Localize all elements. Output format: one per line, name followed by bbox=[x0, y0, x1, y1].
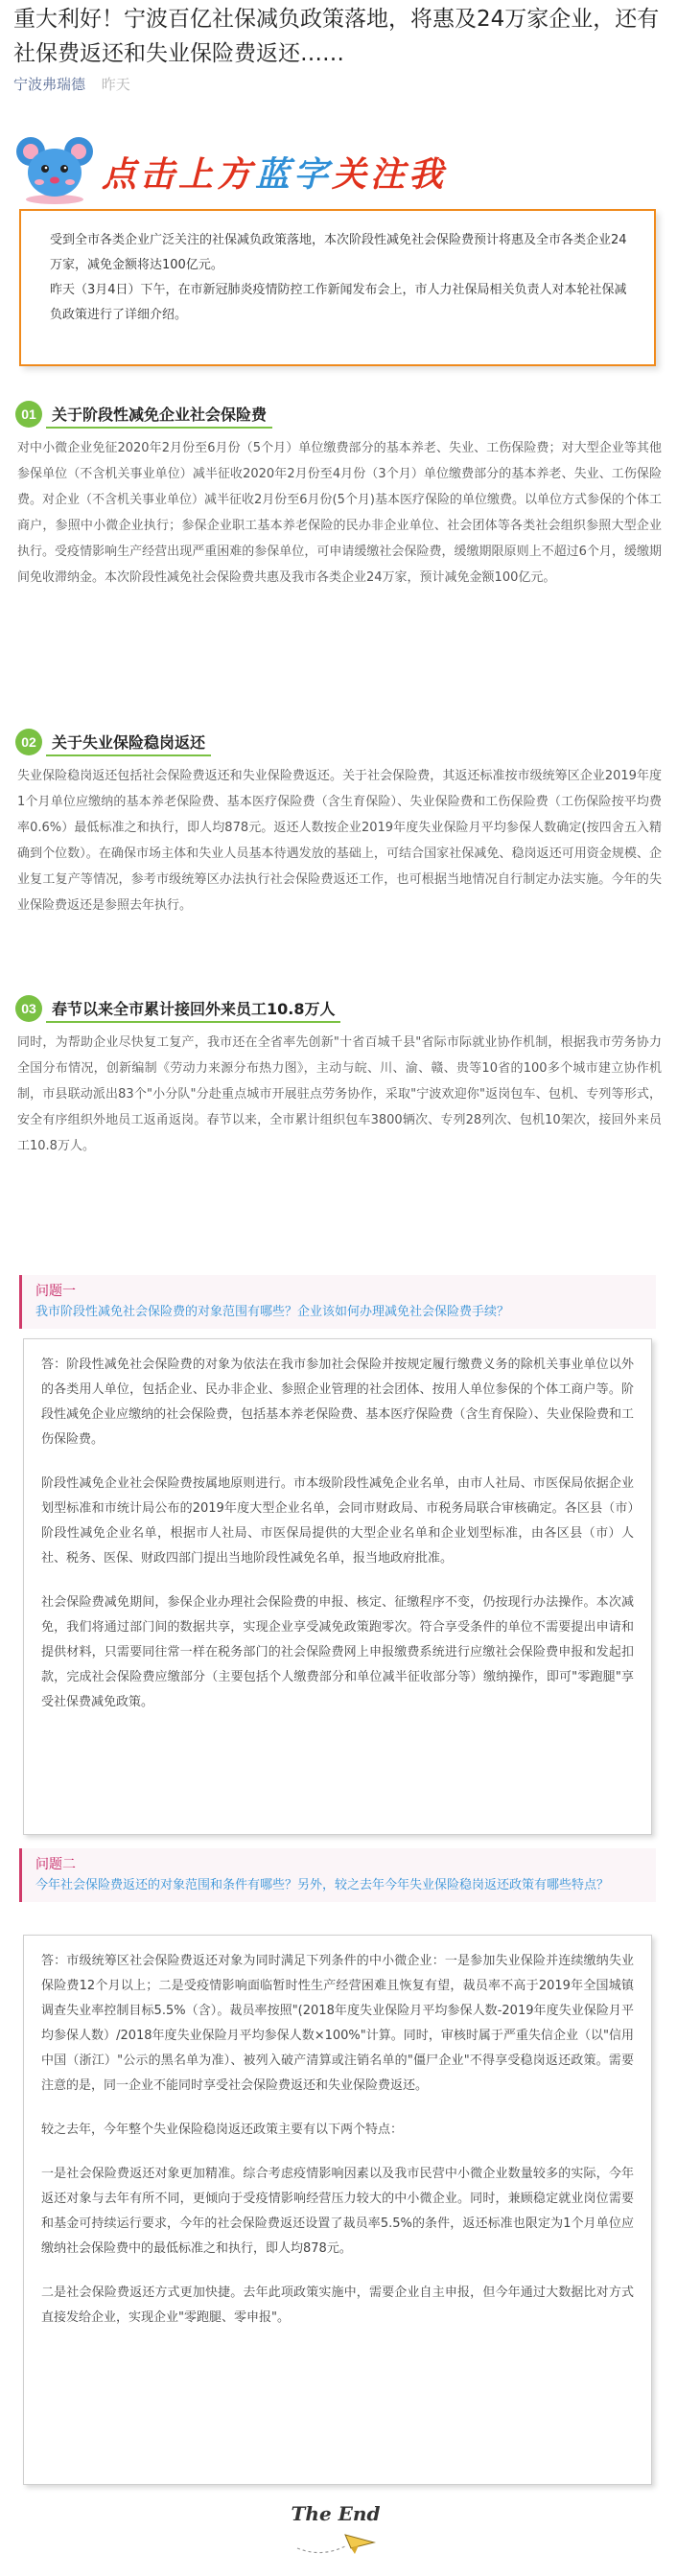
banner-text-part1: 点击上方 bbox=[102, 154, 256, 195]
section-number-badge: 03 bbox=[15, 995, 42, 1022]
section-title: 关于失业保险稳岗返还 bbox=[46, 729, 211, 756]
answer-paragraph: 一是社会保险费返还对象更加精准。综合考虑疫情影响因素以及我市民营中小微企业数量较多的实际，今年返还对象与去年有所不同，更倾向于受疫情影响经营压力较大的中小微企业。同时，兼顾稳定就业岗位需要和基金可持续运行要求，今年的社会保险费返还设置了裁员率5.5%的条件，返还标准也限定为1个月单位应缴纳社会保险费中的最低标准之和执行，即人均878元。 bbox=[41, 2167, 634, 2256]
intro-paragraph-1: 受到全市各类企业广泛关注的社保减负政策落地，本次阶段性减免社会保险费预计将惠及全市各类企业24万家，减免金额将达100亿元。 bbox=[50, 233, 627, 272]
question-label: 问题一 bbox=[35, 1284, 76, 1299]
section-title: 春节以来全市累计接回外来员工10.8万人 bbox=[46, 995, 340, 1023]
follow-banner-text bbox=[102, 148, 447, 197]
answer-box-2 bbox=[23, 1935, 652, 2485]
section-heading-1 bbox=[15, 399, 272, 429]
article-meta bbox=[13, 75, 130, 94]
section-3-body: 同时，为帮助企业尽快复工复产，我市还在全省率先创新"十省百城千县"省际市际就业协作机制，根据我市劳务协力全国分布情况，创新编制《劳动力来源分布热力图》，主动与皖、川、渝、赣、贵等10省的100多个城市建立协作机制，市县联动派出83个"小分队"分赴重点城市开展驻点劳务协作，采取"宁波欢迎你"返岗包车、包机、专列等形式，安全有序组织外地员工返甬返岗。春节以来，全市累计组织包车3800辆次、专列28列次、包机10架次，接回外来员工10.8万人。 bbox=[17, 1035, 662, 1153]
answer-paragraph: 阶段性减免企业社会保险费按属地原则进行。市本级阶段性减免企业名单，由市人社局、市医保局依据企业划型标准和市统计局公布的2019年度大型企业名单，会同市财政局、市税务局联合审核确定。各区县（市）阶段性减免企业名单，根据市人社局、市医保局提供的大型企业名单和企业划型标准，由各区县（市）人社、税务、医保、财政四部门提出当地阶段性减免名单，报当地政府批准。 bbox=[41, 1476, 634, 1566]
question-box-2 bbox=[19, 1848, 656, 1902]
section-1-body: 对中小微企业免征2020年2月份至6月份（5个月）单位缴费部分的基本养老、失业、工伤保险费；对大型企业等其他参保单位（不含机关事业单位）减半征收2020年2月份至4月份（3个月）单位缴费部分的基本养老、失业、工伤保险费。对企业（不含机关事业单位）减半征收2月份至6月份(5个月)基本医疗保险的单位缴费。以单位方式参保的个体工商户，参照中小微企业执行；参保企业职工基本养老保险的民办非企业单位、社会团体等各类社会组织参照大型企业执行。受疫情影响生产经营出现严重困难的参保单位，可申请缓缴社会保险费，缓缴期限原则上不超过6个月，缓缴期间免收滞纳金。本次阶段性减免社会保险费共惠及我市各类企业24万家，预计减免金额100亿元。 bbox=[17, 441, 662, 585]
section-heading-3 bbox=[15, 993, 340, 1024]
question-label: 问题二 bbox=[35, 1857, 76, 1872]
publish-date: 昨天 bbox=[101, 76, 130, 93]
paper-plane-icon bbox=[278, 2525, 393, 2560]
answer-paragraph: 答：阶段性减免社会保险费的对象为依法在我市参加社会保险并按规定履行缴费义务的除机关事业单位以外的各类用人单位，包括企业、民办非企业、参照企业管理的社会团体、按用人单位参保的个体工商户等。阶段性减免企业应缴纳的社会保险费，包括基本养老保险费、基本医疗保险费（含生育保险）、失业保险费和工伤保险费。 bbox=[41, 1358, 634, 1447]
end-text: The End bbox=[291, 2502, 381, 2525]
question-text: 我市阶段性减免社会保险费的对象范围有哪些？企业该如何办理减免社会保险费手续？ bbox=[35, 1305, 510, 1319]
intro-summary-box bbox=[19, 209, 656, 366]
section-number-badge: 02 bbox=[15, 729, 42, 755]
answer-paragraph: 较之去年，今年整个失业保险稳岗返还政策主要有以下两个特点： bbox=[41, 2123, 404, 2137]
section-number-badge: 01 bbox=[15, 401, 42, 428]
author-link[interactable]: 宁波弗瑞德 bbox=[13, 76, 86, 93]
answer-box-1 bbox=[23, 1338, 652, 1835]
question-text: 今年社会保险费返还的对象范围和条件有哪些？另外，较之去年今年失业保险稳岗返还政策有哪些特点？ bbox=[35, 1878, 610, 1892]
article-end-mark bbox=[240, 2502, 432, 2569]
answer-paragraph: 社会保险费减免期间，参保企业办理社会保险费的申报、核定、征缴程序不变，仍按现行办法操作。本次减免，我们将通过部门间的数据共享，实现企业享受减免政策跑零次。符合享受条件的单位不需要提出申请和提供材料，只需要同往常一样在税务部门的社会保险费网上申报缴费系统进行应缴社会保险费申报和发起扣款，完成社会保险费应缴部分（主要包括个人缴费部分和单位减半征收部分等）缴纳操作，即可"零跑腿"享受社保费减免政策。 bbox=[41, 1595, 634, 1709]
section-2-body: 失业保险稳岗返还包括社会保险费返还和失业保险费返还。关于社会保险费，其返还标准按市级统筹区企业2019年度1个月单位应缴纳的基本养老保险费、基本医疗保险费（含生育保险）、失业保险费和工伤保险费（工伤保险按平均费率0.6%）最低标准之和执行，即人均878元。返还人数按企业2019年度失业保险月平均参保人数确定(按四舍五入精确到个位数）。在确保市场主体和失业人员基本待遇发放的基础上，可结合国家社保减免、稳岗返还可用资金规模、企业复工复产等情况，参考市级统筹区办法执行社会保险费返还工作，也可根据当地情况自行制定办法实施。今年的失业保险费返还是参照去年执行。 bbox=[17, 769, 662, 913]
intro-paragraph-2: 昨天（3月4日）下午，在市新冠肺炎疫情防控工作新闻发布会上，市人力社保局相关负责人对本轮社保减负政策进行了详细介绍。 bbox=[50, 283, 627, 322]
question-box-1 bbox=[19, 1275, 656, 1329]
answer-paragraph: 答：市级统筹区社会保险费返还对象为同时满足下列条件的中小微企业：一是参加失业保险并连续缴纳失业保险费12个月以上；二是受疫情影响面临暂时性生产经营困难且恢复有望，裁员率不高于2019年全国城镇调查失业率控制目标5.5%（含）。裁员率按照"(2018年度失业保险月平均参保人数-2019年度失业保险月平均参保人数）/2018年度失业保险月平均参保人数×100%"计算。同时，审核时属于严重失信企业（以"信用中国（浙江）"公示的黑名单为准）、被列入破产清算或注销名单的"僵尸企业"不得享受稳岗返还政策。需要注意的是，同一企业不能同时享受社会保险费返还和失业保险费返还。 bbox=[41, 1954, 634, 2093]
answer-paragraph: 二是社会保险费返还方式更加快捷。去年此项政策实施中，需要企业自主申报，但今年通过大数据比对方式直接发给企业，实现企业"零跑腿、零申报"。 bbox=[41, 2286, 634, 2325]
banner-text-part3: 关注我 bbox=[332, 154, 448, 195]
follow-banner[interactable] bbox=[13, 130, 550, 207]
blue-mouse-mascot-icon bbox=[13, 130, 96, 207]
banner-text-part2: 蓝字 bbox=[255, 154, 333, 195]
section-title: 关于阶段性减免企业社会保险费 bbox=[46, 401, 272, 429]
section-heading-2 bbox=[15, 727, 211, 757]
article-title: 重大利好！宁波百亿社保减负政策落地，将惠及24万家企业，还有社保费返还和失业保险费返还…… bbox=[13, 7, 660, 66]
